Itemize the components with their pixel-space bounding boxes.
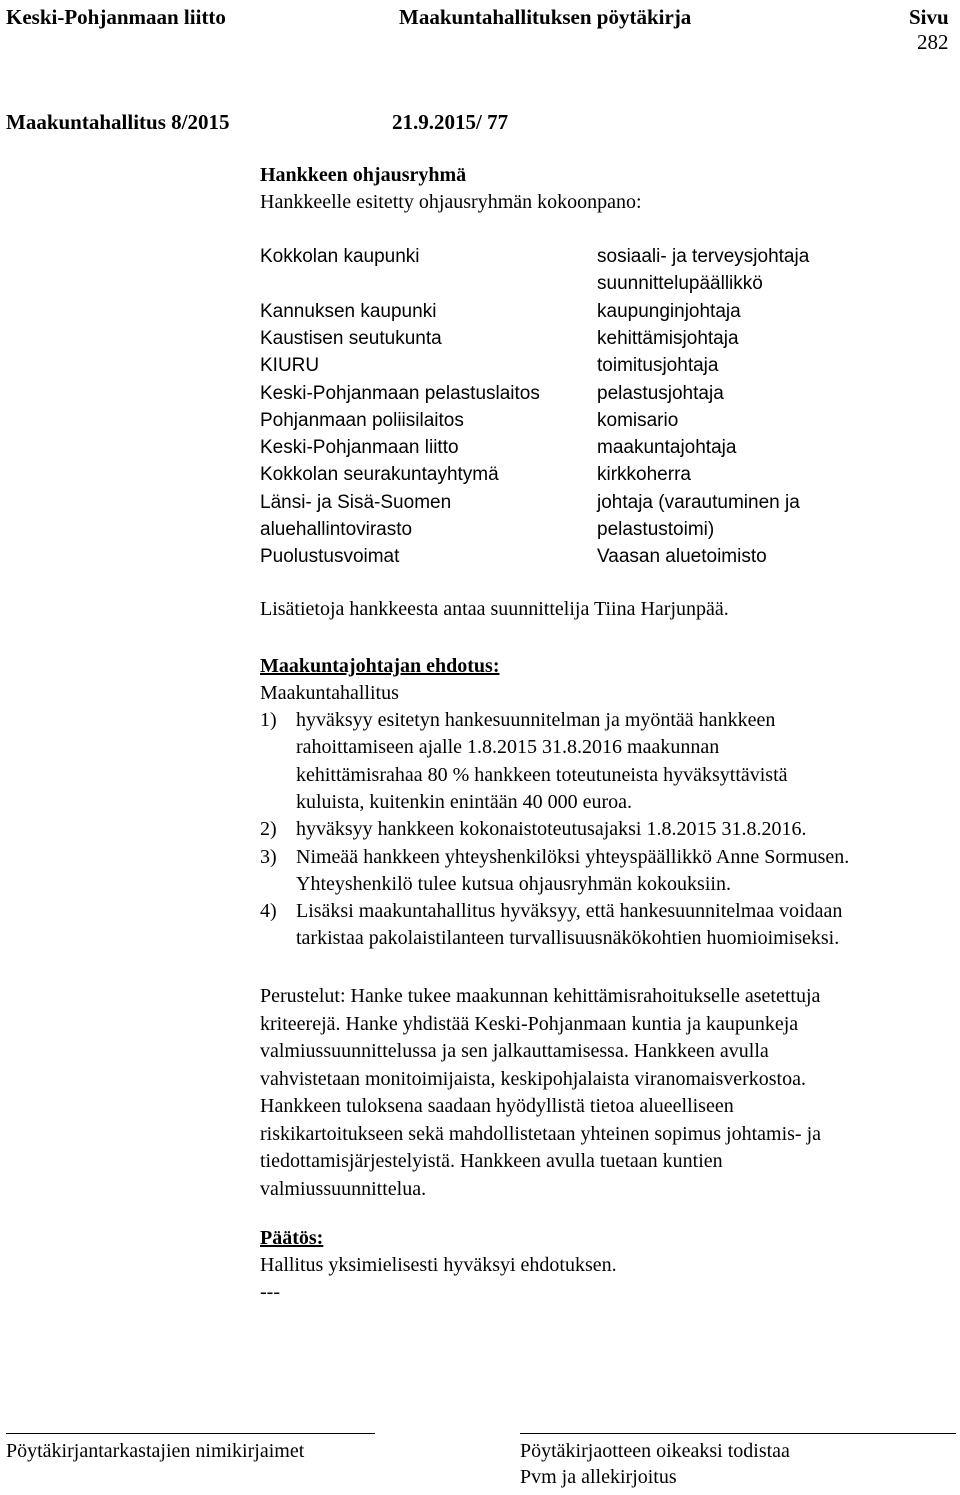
steering-group-role: toimitusjohtaja	[597, 355, 719, 377]
steering-group-role: maakuntajohtaja	[597, 437, 737, 459]
footer-date-signature-label: Pvm ja allekirjoitus	[520, 1466, 677, 1488]
steering-group-organization: KIURU	[260, 355, 320, 377]
proposal-item-line: Lisäksi maakuntahallitus hyväksyy, että hankesuunnitelmaa voidaan	[296, 900, 843, 923]
proposal-item-line: rahoittamiseen ajalle 1.8.2015 31.8.2016 maakunnan	[296, 736, 720, 759]
steering-group-role: komisario	[597, 409, 679, 431]
contact-info: Lisätietoja hankkeesta antaa suunnittelija Tiina Harjunpää.	[260, 598, 729, 620]
steering-group-role: pelastusjohtaja	[597, 382, 724, 404]
reasoning-line: valmiussuunnittelussa ja sen jalkauttamisessa. Hankkeen avulla	[260, 1040, 769, 1062]
proposal-body: Maakuntahallitus	[260, 682, 399, 704]
steering-group-role: sosiaali- ja terveysjohtaja	[597, 246, 810, 267]
steering-group-organization: Puolustusvoimat	[260, 546, 400, 568]
steering-group-organization: Keski-Pohjanmaan liitto	[260, 437, 459, 459]
steering-group-organization: Keski-Pohjanmaan pelastuslaitos	[260, 382, 540, 404]
section-title: Hankkeen ohjausryhmä	[260, 164, 467, 186]
proposal-item-number: 2)	[260, 818, 277, 841]
proposal-item-line: kehittämisrahaa 80 % hankkeen toteutuneista hyväksyttävistä	[296, 763, 788, 786]
footer-rule-left	[6, 1433, 375, 1434]
decision-body: Hallitus yksimielisesti hyväksyi ehdotuksen.	[260, 1254, 617, 1276]
reasoning-paragraph	[260, 983, 821, 1203]
proposal-item-line: Yhteyshenkilö tulee kutsua ohjausryhmän kokouksiin.	[296, 872, 731, 895]
steering-group-organization: Länsi- ja Sisä-Suomen	[260, 491, 452, 513]
steering-group-organization: Kokkolan seurakuntayhtymä	[260, 464, 499, 486]
section-subtitle: Hankkeelle esitetty ohjausryhmän kokoonpano:	[260, 191, 642, 213]
header-page-number: 282	[917, 30, 949, 54]
steering-group-organization: Kannuksen kaupunki	[260, 300, 437, 322]
reasoning-line: Hankkeen tuloksena saadaan hyödyllistä tietoa alueelliseen	[260, 1095, 734, 1117]
header-page-label: Sivu	[909, 5, 949, 29]
header-document-title: Maakuntahallituksen pöytäkirja	[399, 5, 692, 29]
header-organization: Keski-Pohjanmaan liitto	[6, 5, 226, 29]
steering-group-role: kehittämisjohtaja	[597, 327, 739, 349]
steering-group-organization: aluehallintovirasto	[260, 519, 413, 540]
meeting-item: 21.9.2015/ 77	[392, 110, 509, 134]
reasoning-line: valmiussuunnittelua.	[260, 1177, 427, 1200]
steering-group-role: pelastustoimi)	[597, 519, 715, 540]
footer-certify-label: Pöytäkirjaotteen oikeaksi todistaa	[520, 1440, 790, 1462]
footer-initials-label: Pöytäkirjantarkastajien nimikirjaimet	[6, 1440, 305, 1462]
reasoning-line: riskikartoitukseen sekä mahdollistetaan yhteinen sopimus johtamis- ja	[260, 1122, 821, 1145]
proposal-item-number: 1)	[260, 709, 277, 731]
proposal-item-number: 4)	[260, 900, 277, 923]
reasoning-line: tiedottamisjärjestelyistä. Hankkeen avulla tuetaan kuntien	[260, 1150, 723, 1172]
steering-group-role: johtaja (varautuminen ja	[597, 491, 800, 513]
steering-group-organization: Kaustisen seutukunta	[260, 327, 442, 349]
proposal-item-line: tarkistaa pakolaistilanteen turvallisuusnäkökohtien huomioimiseksi.	[296, 927, 840, 950]
proposal-item-line: Nimeää hankkeen yhteyshenkilöksi yhteyspäällikkö Anne Sormusen.	[296, 845, 850, 868]
meeting-body: Maakuntahallitus 8/2015	[6, 110, 230, 134]
proposal-item-line: kuluista, kuitenkin enintään 40 000 euroa.	[296, 790, 633, 813]
reasoning-line: vahvistetaan monitoimijaista, keskipohjalaista viranomaisverkostoa.	[260, 1067, 806, 1090]
proposal-item-number: 3)	[260, 845, 277, 868]
steering-group-organization: Pohjanmaan poliisilaitos	[260, 409, 464, 431]
footer-rule-right	[520, 1433, 956, 1434]
steering-group-organization: Kokkolan kaupunki	[260, 246, 420, 267]
steering-group-role: kirkkoherra	[597, 464, 691, 486]
proposal-heading: Maakuntajohtajan ehdotus:	[260, 655, 500, 677]
steering-group-role: suunnittelupäällikkö	[597, 273, 763, 295]
proposal-item-line: hyväksyy esitetyn hankesuunnitelman ja myöntää hankkeen	[296, 709, 776, 731]
steering-group-role: kaupunginjohtaja	[597, 300, 741, 322]
steering-group-role: Vaasan aluetoimisto	[597, 546, 767, 568]
proposal-item-line: hyväksyy hankkeen kokonaistoteutusajaksi 1.8.2015 31.8.2016.	[296, 818, 807, 841]
reasoning-line: kriteerejä. Hanke yhdistää Keski-Pohjanmaan kuntia ja kaupunkeja	[260, 1012, 799, 1035]
end-mark: ---	[260, 1281, 280, 1303]
reasoning-line: Perustelut: Hanke tukee maakunnan kehittämisrahoitukselle asetettuja	[260, 985, 821, 1007]
decision-heading: Päätös:	[260, 1227, 324, 1249]
